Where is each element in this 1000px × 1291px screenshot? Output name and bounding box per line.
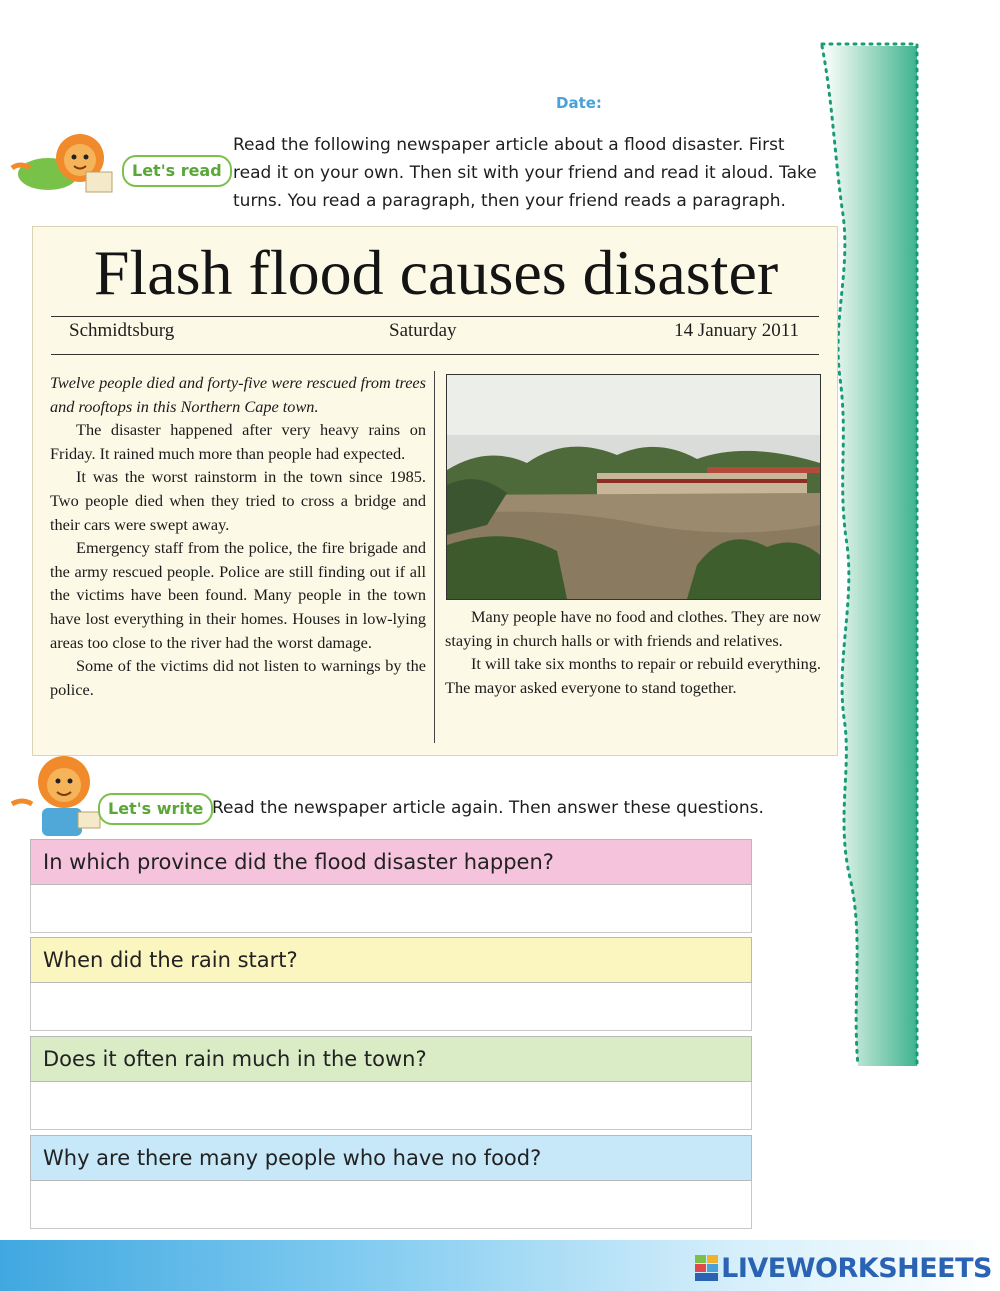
headline: Flash flood causes disaster [93,237,779,308]
question-1: In which province did the flood disaster happen? [30,839,752,885]
brand-logo[interactable] [695,1253,992,1283]
dateline-place: Schmidtsburg [69,320,175,341]
article-paragraph: Emergency staff from the police, the fire brigade and the army rescued people. Police are still finding out if all the victims have been found. Many people in the town have lost everything in their homes. Houses in low-lying areas too close to the river had the worst damage. [50,538,426,652]
article-paragraph: It will take six months to repair or rebuild everything. The mayor asked everyone to stand together. [445,654,821,697]
column-divider [434,371,435,743]
liveworksheets-logo-icon [695,1255,719,1281]
dateline-date: 14 January 2011 [674,320,799,341]
write-instructions: Read the newspaper article again. Then answer these questions. [212,798,764,818]
answer-row-1 [30,885,752,933]
dateline-day: Saturday [389,320,457,341]
dateline [69,320,799,346]
answer-row-2 [30,983,752,1031]
article-column-right [445,605,821,699]
date-label: Date: [556,94,602,112]
brand-name: LIVEWORKSHEETS [721,1252,992,1284]
date-input[interactable] [606,96,800,116]
newspaper-article [32,226,838,756]
question-3: Does it often rain much in the town? [30,1036,752,1082]
rule-bottom [51,354,819,355]
question-2: When did the rain start? [30,937,752,983]
question-4: Why are there many people who have no food? [30,1135,752,1181]
article-column-left [50,371,426,701]
lion-reading-icon [8,128,118,200]
answer-row-4 [30,1181,752,1229]
read-instructions: Read the following newspaper article about a flood disaster. First read it on your own. Then sit with your friend and read it aloud. Take turns. You read a paragraph, then your friend reads a paragraph. [233,135,817,211]
article-paragraph: The disaster happened after very heavy rains on Friday. It rained much more than people had expected. [50,420,426,463]
rule-top [51,316,819,317]
answer-input-2[interactable] [31,983,751,1030]
answer-row-3 [30,1082,752,1130]
answer-input-1[interactable] [31,885,751,932]
answer-input-3[interactable] [31,1082,751,1129]
answer-input-4[interactable] [31,1181,751,1228]
flood-photo [446,374,821,600]
article-paragraph: Twelve people died and forty-five were rescued from trees and rooftops in this Northern Cape town. [50,373,426,416]
lion-writing-icon [8,752,108,842]
lets-write-badge: Let's write [98,793,213,825]
article-paragraph: Some of the victims did not listen to warnings by the police. [50,656,426,699]
article-paragraph: It was the worst rainstorm in the town since 1985. Two people died when they tried to cross a bridge and their cars were swept away. [50,467,426,534]
lets-read-badge: Let's read [122,155,232,187]
article-paragraph: Many people have no food and clothes. They are now staying in church halls or with friends and relatives. [445,607,821,650]
